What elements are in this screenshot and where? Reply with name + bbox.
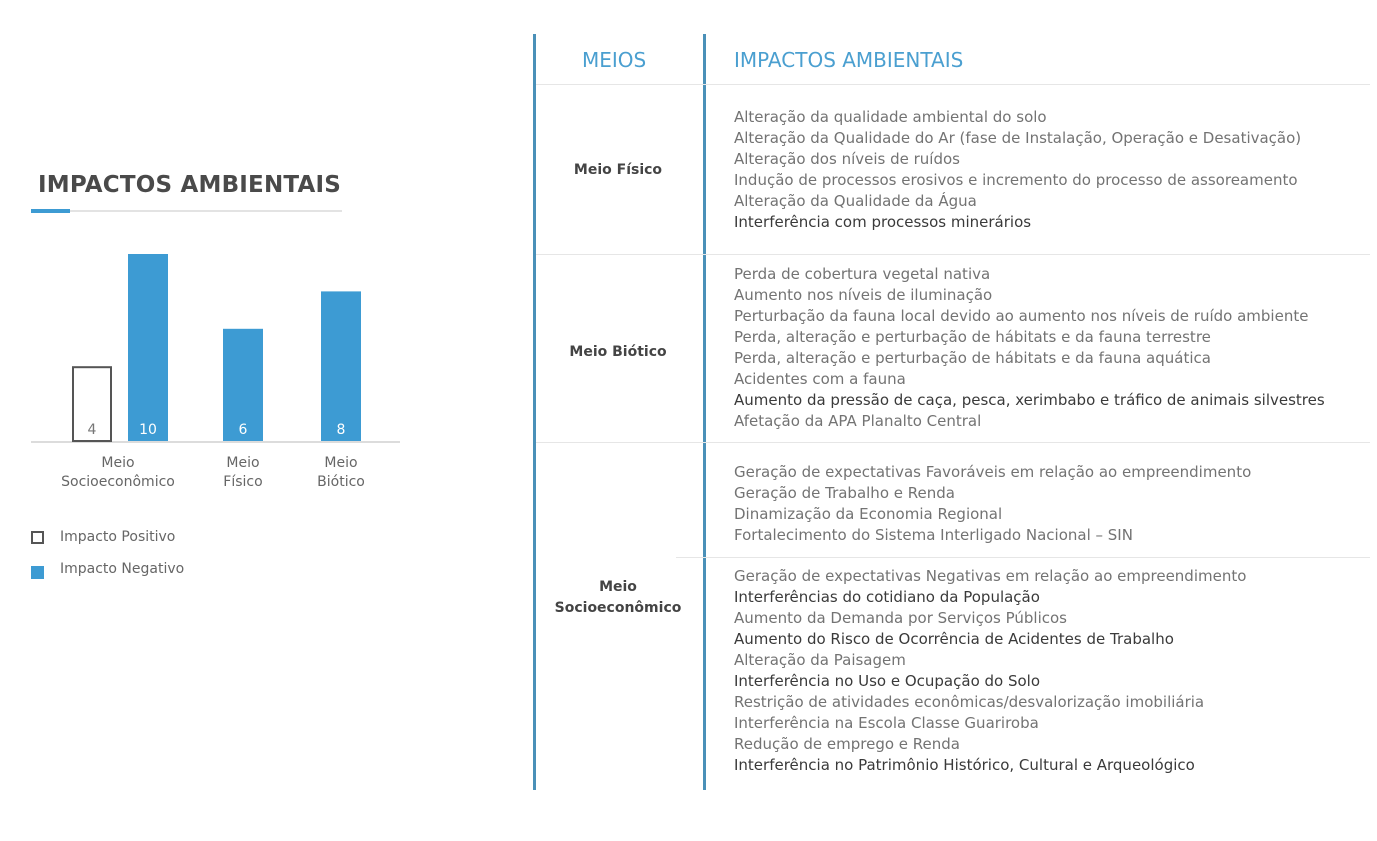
legend-label-negative: Impacto Negativo (60, 560, 185, 577)
impact-list-biotico (734, 264, 1325, 432)
impact-item: Perda de cobertura vegetal nativa (734, 265, 991, 283)
legend-label-positive: Impacto Positivo (60, 529, 176, 545)
impact-item: Alteração dos níveis de ruídos (734, 150, 960, 168)
category-label-line2: Biótico (317, 474, 365, 490)
impact-item: Geração de expectativas Favoráveis em relação ao empreendimento (734, 463, 1252, 481)
impact-item: Dinamização da Economia Regional (734, 505, 1003, 523)
impact-item: Aumento do Risco de Ocorrência de Acidentes de Trabalho (734, 630, 1174, 648)
bar-value-label: 6 (238, 422, 248, 438)
legend-item-negative (31, 558, 184, 579)
impact-item: Redução de emprego e Renda (734, 735, 960, 753)
legend-item-positive (31, 529, 175, 545)
chart-title: IMPACTOS AMBIENTAIS (38, 172, 342, 198)
impact-item: Interferência com processos minerários (734, 213, 1032, 231)
bar-negative (128, 254, 168, 441)
title-accent-bar (31, 209, 70, 213)
row-divider-biotico (536, 442, 1370, 443)
bar-value-label: 10 (139, 422, 157, 438)
table-left-rule (533, 34, 536, 790)
impact-item: Aumento da Demanda por Serviços Públicos (734, 609, 1067, 627)
impact-item: Aumento nos níveis de iluminação (734, 286, 993, 304)
header-meios: MEIOS (582, 48, 647, 72)
header-divider (536, 84, 1370, 85)
impact-item: Interferência no Uso e Ocupação do Solo (734, 672, 1041, 690)
category-label-line2: Físico (223, 474, 263, 490)
category-label (48, 454, 188, 492)
impact-item: Aumento da pressão de caça, pesca, xerimbabo e tráfico de animais silvestres (734, 391, 1325, 409)
impacts-table (533, 34, 1373, 790)
impact-item: Acidentes com a fauna (734, 370, 906, 388)
bar-value-label: 8 (336, 422, 346, 438)
category-label-line1: Meio (101, 455, 135, 471)
meio-label-socioeconomico (533, 577, 703, 619)
title-underline (31, 210, 342, 212)
impact-item: Perda, alteração e perturbação de hábitats e da fauna terrestre (734, 328, 1211, 346)
category-label-line1: Meio (324, 455, 358, 471)
impact-list-socioeconomico-negative (734, 566, 1246, 776)
impact-list-fisico (734, 107, 1301, 233)
row-divider-fisico (536, 254, 1370, 255)
meio-label-fisico: Meio Físico (573, 162, 663, 178)
filled-square-icon (31, 566, 44, 579)
impact-item: Fortalecimento do Sistema Interligado Nacional – SIN (734, 526, 1133, 544)
impact-item: Alteração da qualidade ambiental do solo (734, 108, 1047, 126)
impact-list-socioeconomico-positive (734, 462, 1251, 546)
category-label-line2: Socioeconômico (61, 474, 175, 490)
impact-item: Perturbação da fauna local devido ao aumento nos níveis de ruído ambiente (734, 307, 1309, 325)
outline-square-icon (31, 531, 44, 544)
meio-label-line2: Socioeconômico (554, 600, 682, 616)
bar-value-label: 4 (87, 422, 97, 438)
category-label-line1: Meio (226, 455, 260, 471)
impact-item: Perda, alteração e perturbação de hábitats e da fauna aquática (734, 349, 1211, 367)
impact-item: Geração de Trabalho e Renda (734, 484, 955, 502)
impact-item: Interferência no Patrimônio Histórico, Cultural e Arqueológico (734, 756, 1195, 774)
bar-negative (321, 291, 361, 441)
category-label (271, 454, 411, 492)
table-column-rule (703, 34, 706, 790)
impact-item: Indução de processos erosivos e incremento do processo de assoreamento (734, 171, 1298, 189)
impact-item: Restrição de atividades econômicas/desvalorização imobiliária (734, 693, 1205, 711)
impact-item: Interferência na Escola Classe Guariroba (734, 714, 1039, 732)
impact-item: Alteração da Qualidade da Água (734, 192, 977, 210)
subsection-divider-socioeconomico (676, 557, 1370, 558)
impact-item: Alteração da Qualidade do Ar (fase de Instalação, Operação e Desativação) (734, 129, 1302, 147)
impact-item: Afetação da APA Planalto Central (734, 412, 982, 430)
impact-item: Interferências do cotidiano da População (734, 588, 1040, 606)
meio-label-line1: Meio (599, 579, 637, 595)
impact-item: Geração de expectativas Negativas em relação ao empreendimento (734, 567, 1247, 585)
impact-item: Alteração da Paisagem (734, 651, 906, 669)
meio-label-biotico: Meio Biótico (569, 344, 667, 360)
header-impactos: IMPACTOS AMBIENTAIS (734, 48, 964, 72)
